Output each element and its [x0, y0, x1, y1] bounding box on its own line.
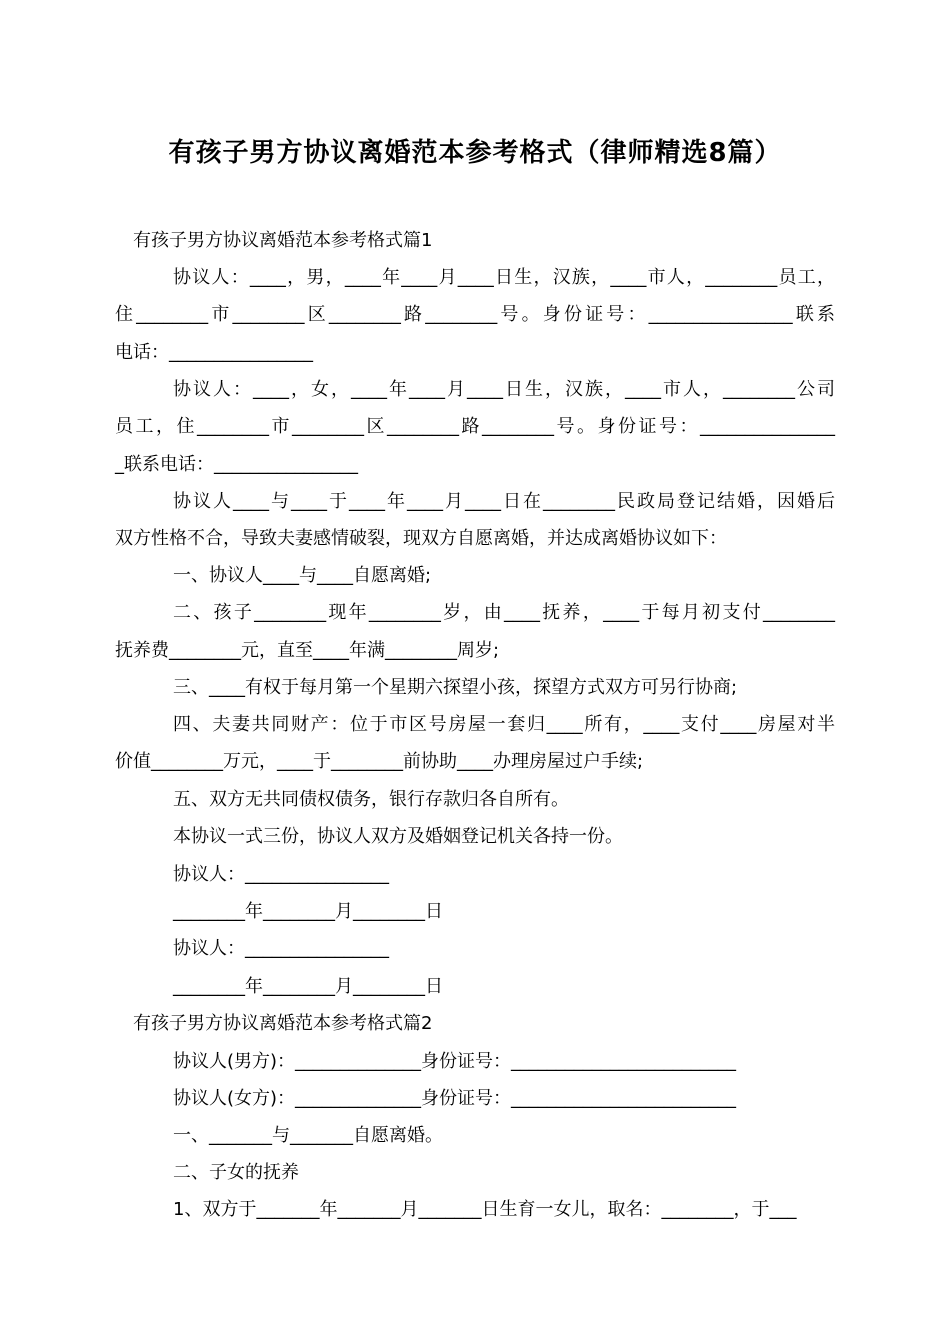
text-line: 三、____有权于每月第一个星期六探望小孩，探望方式双方可另行协商;: [173, 677, 738, 698]
section-heading: 有孩子男方协议离婚范本参考格式篇1: [133, 230, 433, 251]
text-line: 二、子女的抚养: [173, 1162, 299, 1183]
text-line: 协议人____与____于____年____月____日在________民政局登记结婚，因婚后: [173, 491, 835, 512]
text-line: 协议人：____，女，____年____月____日生，汉族，____市人，________公司: [173, 379, 835, 400]
text-line: 协议人(女方)：______________身份证号：_________________________: [173, 1088, 737, 1109]
text-line: ________年________月________日: [173, 976, 443, 997]
text-line: 协议人：____，男，____年____月____日生，汉族，____市人，________员工，: [173, 267, 835, 288]
text-line: 抚养费________元，直至____年满________周岁;: [115, 640, 500, 661]
text-line: 二、孩子________现年________岁，由____抚养，____于每月初支付________: [173, 602, 835, 623]
text-line: 协议人：________________: [173, 864, 389, 885]
text-line: 四、夫妻共同财产：位于市区号房屋一套归____所有，____支付____房屋对半: [173, 714, 835, 735]
text-line: 一、协议人____与____自愿离婚;: [173, 565, 432, 586]
text-line: 价值________万元，____于________前协助____办理房屋过户手续;: [115, 751, 644, 772]
text-line: _联系电话：________________: [115, 454, 358, 475]
section-heading: 有孩子男方协议离婚范本参考格式篇2: [133, 1013, 433, 1034]
text-line: ________年________月________日: [173, 901, 443, 922]
text-line: 协议人(男方)：______________身份证号：_________________________: [173, 1051, 737, 1072]
text-line: 电话：________________: [115, 342, 313, 363]
text-line: 本协议一式三份，协议人双方及婚姻登记机关各持一份。: [173, 826, 623, 847]
document-title: 有孩子男方协议离婚范本参考格式（律师精选8篇）: [168, 138, 782, 168]
text-line: 五、双方无共同债权债务，银行存款归各自所有。: [173, 789, 569, 810]
text-line: 员工，住________市________区________路________号。身份证号：_______________: [115, 416, 835, 437]
text-line: 一、_______与_______自愿离婚。: [173, 1125, 443, 1146]
text-line: 双方性格不合，导致夫妻感情破裂，现双方自愿离婚，并达成离婚协议如下：: [115, 528, 727, 549]
text-line: 住________市________区________路________号。身份证号：________________联系: [115, 304, 835, 325]
text-line: 1、双方于_______年_______月_______日生育一女儿，取名：________，于___: [173, 1199, 797, 1220]
text-line: 协议人：________________: [173, 938, 389, 959]
